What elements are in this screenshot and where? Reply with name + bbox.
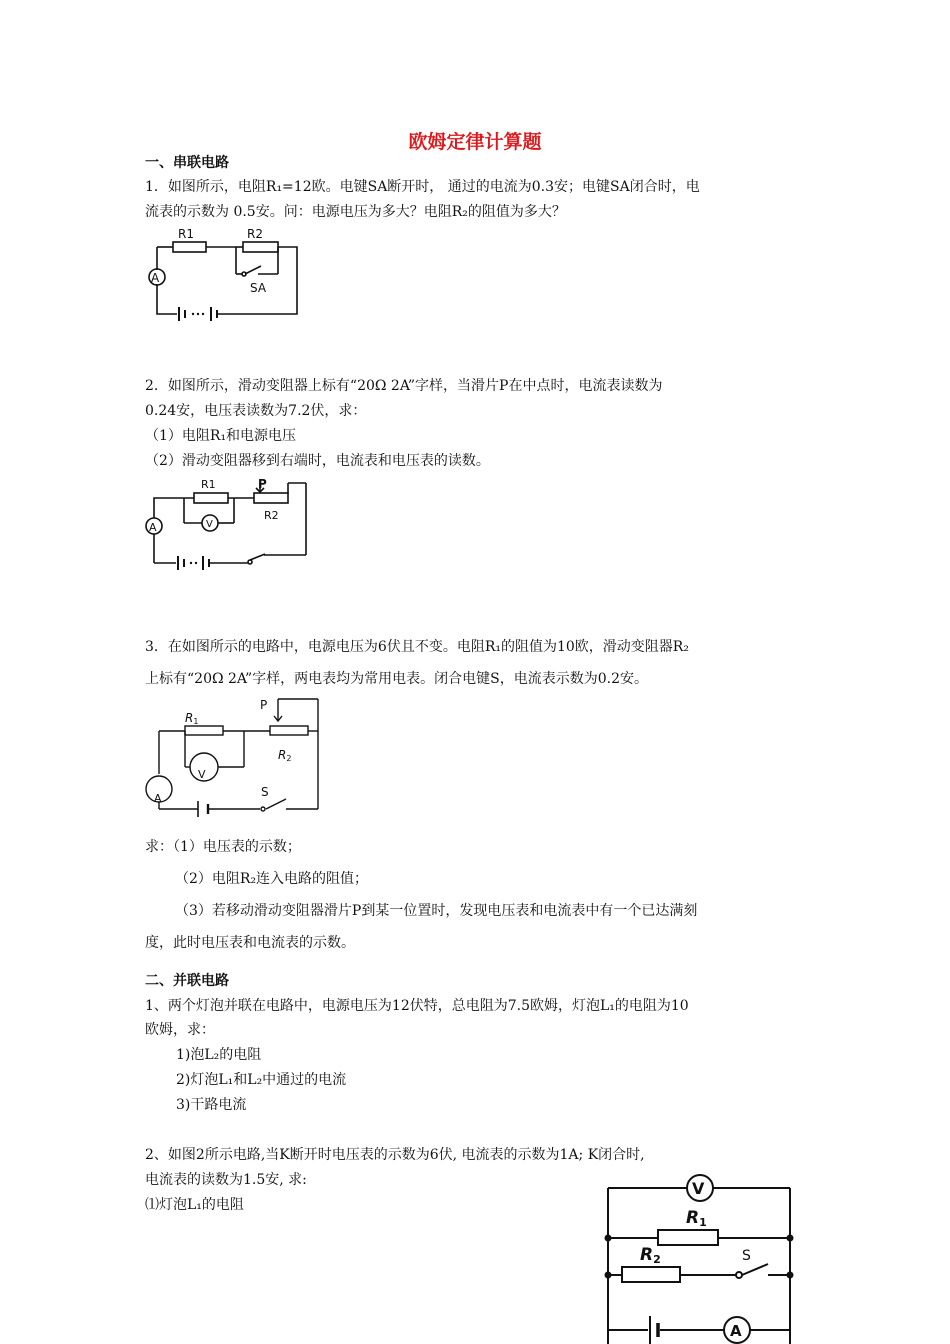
q3-ask2: （2）电阻R₂连入电路的阻值； [175, 871, 369, 887]
r1-label: R1 [686, 1208, 707, 1229]
r1-label: R1 [201, 478, 216, 491]
q3-ask3-line1: （3）若移动滑动变阻器滑片P到某一位置时，发现电压表和电流表中有一个已达满刻 [175, 903, 698, 919]
switch-s-pivot [261, 807, 265, 811]
q1-text-line2: 流表的示数为 0.5安。问：电源电压为多大？电阻R₂的阻值为多大？ [145, 204, 566, 220]
switch-pivot [248, 560, 252, 564]
r2-slider-resistor [270, 726, 308, 735]
r1-label: R1 [185, 711, 199, 726]
voltmeter-label: V [198, 768, 206, 781]
p1-text-line1: 1、两个灯泡并联在电路中，电源电压为12伏特，总电阻为7.5欧姆，灯泡L₁的电阻为10 [145, 998, 689, 1014]
r2-label: R2 [247, 227, 263, 241]
q3-ask1: 求：（1）电压表的示数； [145, 839, 301, 855]
switch-s-label: S [742, 1248, 751, 1264]
page-title: 欧姆定律计算题 [408, 131, 542, 153]
r2-resistor [243, 242, 278, 252]
r2-resistor [622, 1267, 680, 1282]
q2-sub2: （2）滑动变阻器移到右端时，电流表和电压表的读数。 [145, 453, 490, 469]
q2-text-line2: 0.24安，电压表读数为7.2伏，求： [145, 403, 367, 419]
voltmeter-label: V [692, 1179, 705, 1198]
ammeter-label: A [730, 1322, 742, 1340]
circuit-diagram-1 [140, 222, 310, 322]
r1-resistor [185, 726, 223, 735]
ammeter-label: A [154, 792, 162, 805]
r2-slider-resistor [254, 493, 288, 503]
p1-sub1: 1)泡L₂的电阻 [176, 1047, 262, 1063]
switch-sa-label: SA [250, 281, 267, 295]
ammeter-label: A [149, 521, 157, 534]
ammeter-label: A [151, 271, 160, 285]
p1-text-line2: 欧姆，求： [145, 1022, 215, 1038]
slider-p-label: P [258, 477, 267, 491]
q2-text-line1: 2．如图所示，滑动变阻器上标有“20Ω 2A”字样，当滑片P在中点时，电流表读数为 [145, 378, 663, 394]
q2-sub1: （1）电阻R₁和电源电压 [145, 428, 297, 444]
switch-s-pivot [736, 1272, 742, 1278]
p1-sub2: 2)灯泡L₁和L₂中通过的电流 [176, 1072, 347, 1088]
p2-sub1: ⑴灯泡L₁的电阻 [145, 1197, 244, 1213]
r1-label: R1 [178, 227, 194, 241]
r2-label: R2 [278, 748, 292, 763]
p1-sub3: 3)干路电流 [176, 1097, 247, 1113]
circuit-diagram-3 [140, 694, 330, 814]
r1-resistor [173, 242, 206, 252]
circuit-diagram-4 [600, 1168, 800, 1344]
q3-ask3-line2: 度，此时电压表和电流表的示数。 [145, 935, 355, 951]
section-heading-parallel: 二、并联电路 [145, 973, 229, 989]
p2-text-line1: 2、如图2所示电路,当K断开时电压表的示数为6伏, 电流表的示数为1A; K闭合时, [145, 1147, 645, 1163]
q1-text-line1: 1．如图所示，电阻R₁=12欧。电键SA断开时， 通过的电流为0.3安；电键SA闭合时，电 [145, 179, 700, 195]
p2-text-line2: 电流表的读数为1.5安, 求: [145, 1172, 307, 1188]
r1-resistor [194, 493, 228, 503]
r2-label: R2 [264, 509, 279, 522]
voltmeter-label: V [206, 519, 213, 530]
switch-s-label: S [261, 785, 269, 799]
section-heading-series: 一、串联电路 [145, 155, 229, 171]
circuit-diagram-2 [140, 474, 315, 572]
slider-p-label: P [260, 698, 268, 712]
r1-resistor [658, 1230, 718, 1245]
q3-text-line1: 3．在如图所示的电路中，电源电压为6伏且不变。电阻R₁的阻值为10欧，滑动变阻器R₂ [145, 639, 689, 655]
r2-label: R2 [640, 1245, 661, 1266]
switch-sa-pivot [242, 272, 246, 276]
q3-text-line2: 上标有“20Ω 2A”字样，两电表均为常用电表。闭合电键S，电流表示数为0.2安。 [145, 671, 649, 687]
